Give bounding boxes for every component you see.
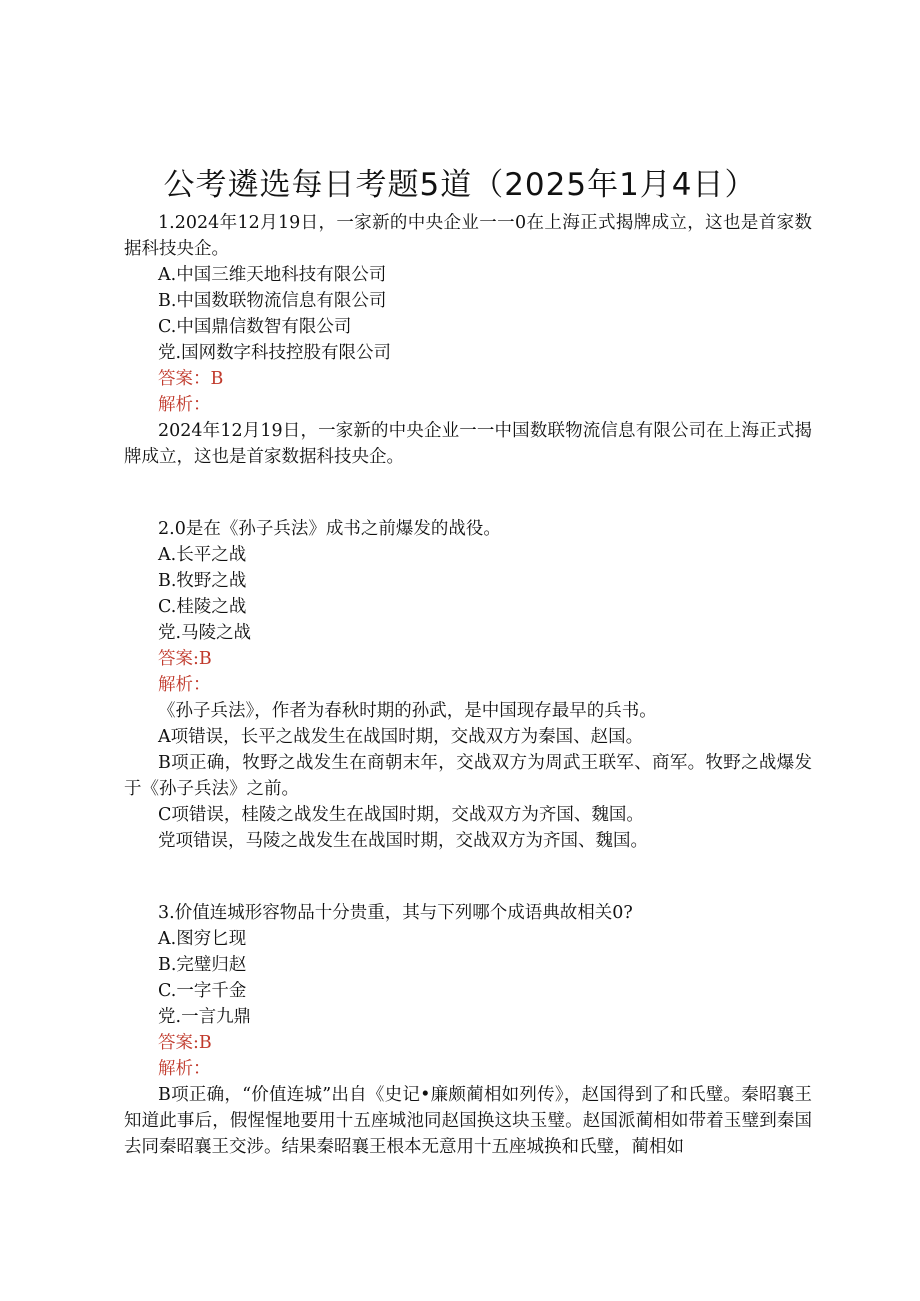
option-d: 党.马陵之战 [158, 623, 252, 643]
option-a: A.图穷匕现 [158, 929, 247, 949]
answer: 答案：B [158, 369, 224, 389]
analysis-paragraph: C项错误，桂陵之战发生在战国时期，交战双方为齐国、魏国。 [158, 805, 644, 825]
question-1 [124, 210, 812, 470]
analysis-paragraph: A项错误，长平之战发生在战国时期，交战双方为秦国、赵国。 [158, 727, 644, 747]
question-2 [124, 516, 812, 854]
analysis-paragraph: 2024年12月19日，一家新的中央企业一一中国数联物流信息有限公司在上海正式揭牌成立，这也是首家数据科技央企。 [124, 421, 812, 467]
analysis-label: 解析： [158, 1059, 211, 1079]
analysis-paragraph: 党项错误，马陵之战发生在战国时期，交战双方为齐国、魏国。 [158, 831, 648, 851]
option-c: C.桂陵之战 [158, 597, 247, 617]
analysis-label: 解析： [158, 675, 211, 695]
spacer [124, 470, 812, 496]
spacer [124, 880, 812, 900]
analysis-label: 解析： [158, 395, 211, 415]
option-a: A.中国三维天地科技有限公司 [158, 265, 387, 285]
option-c: C.一字千金 [158, 981, 247, 1001]
option-a: A.长平之战 [158, 545, 247, 565]
question-stem: 3.价值连城形容物品十分贵重，其与下列哪个成语典故相关0? [158, 903, 633, 923]
option-d: 党.一言九鼎 [158, 1007, 252, 1027]
option-c: C.中国鼎信数智有限公司 [158, 317, 352, 337]
analysis-paragraph: 《孙子兵法》，作者为春秋时期的孙武，是中国现存最早的兵书。 [158, 701, 657, 721]
answer: 答案:B [158, 649, 212, 669]
question-3 [124, 900, 812, 1160]
option-b: B.完璧归赵 [158, 955, 247, 975]
option-b: B.牧野之战 [158, 571, 247, 591]
analysis-paragraph: B项正确，“价值连城”出自《史记•廉颇蔺相如列传》，赵国得到了和氏璧。秦昭襄王知道此事后，假惺惺地要用十五座城池同赵国换这块玉璧。赵国派蔺相如带着玉璧到秦国去同秦昭襄王交涉。结果秦昭襄王根本无意用十五座城换和氏璧，蔺相如 [124, 1085, 812, 1157]
answer: 答案:B [158, 1033, 212, 1053]
question-stem: 2.0是在《孙子兵法》成书之前爆发的战役。 [158, 519, 501, 539]
spacer [124, 496, 812, 516]
analysis-paragraph: B项正确，牧野之战发生在商朝末年，交战双方为周武王联军、商军。牧野之战爆发于《孙子兵法》之前。 [124, 753, 812, 799]
document-body [124, 210, 812, 1160]
option-b: B.中国数联物流信息有限公司 [158, 291, 387, 311]
option-d: 党.国网数字科技控股有限公司 [158, 343, 392, 363]
question-stem: 1.2024年12月19日，一家新的中央企业一一0在上海正式揭牌成立，这也是首家数据科技央企。 [124, 213, 812, 259]
page-title: 公考遴选每日考题5道（2025年1月4日） [163, 167, 757, 203]
spacer [124, 854, 812, 880]
